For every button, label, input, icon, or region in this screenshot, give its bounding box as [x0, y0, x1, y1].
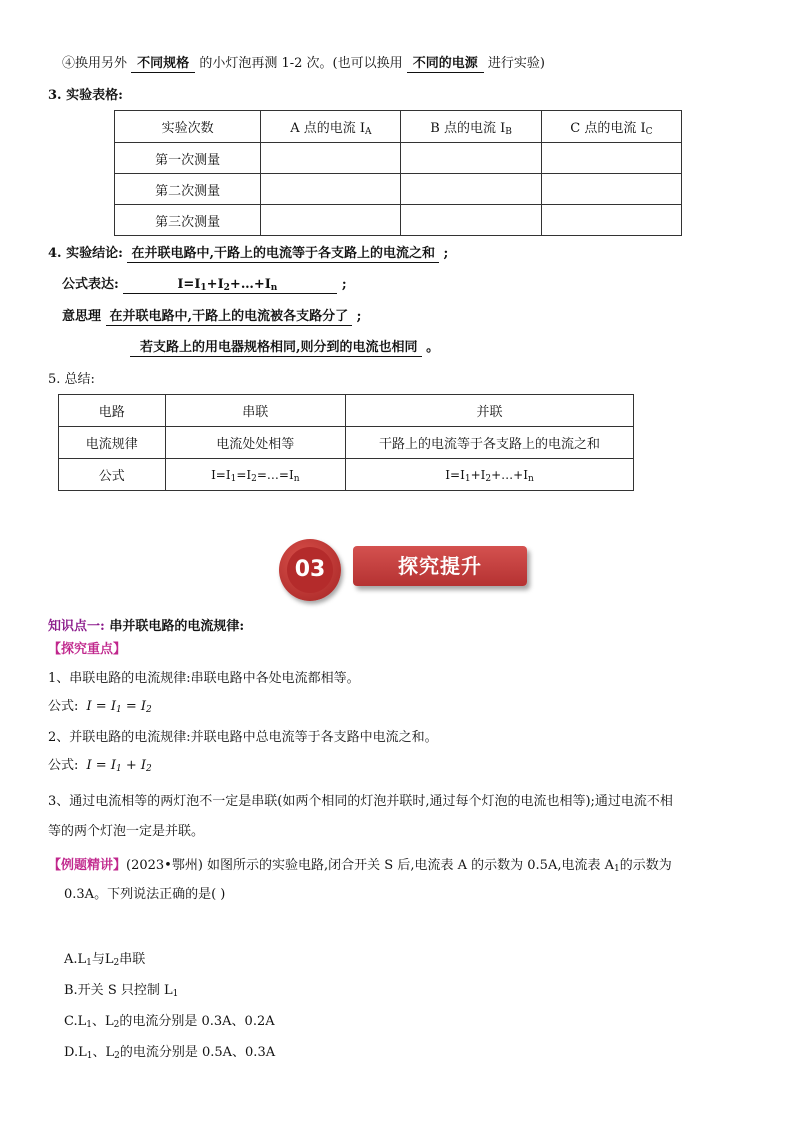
section-banner	[279, 537, 531, 603]
knowledge-item-3-line-1: 3、通过电流相等的两灯泡不一定是串联(如两个相同的灯泡并联时,通过每个灯泡的电流也相等);通过电流不相	[48, 794, 673, 809]
table-row	[115, 174, 682, 205]
summary-header-cell: 电路	[59, 395, 166, 427]
summary-cell: $I=I_1+I_2+\dots+I_n$	[346, 459, 634, 491]
row-label: 第三次测量	[115, 205, 261, 236]
row-label: 第二次测量	[115, 174, 261, 205]
example-tag: 【例题精讲】	[48, 858, 127, 873]
meaning-line-1: 意思理 在并联电路中,干路上的电流被各支路分了 ;	[62, 309, 362, 324]
focus-tag: 【探究重点】	[48, 642, 127, 657]
meaning-line-2: 若支路上的用电器规格相同,则分到的电流也相同 。	[130, 339, 439, 357]
banner-title-box	[353, 546, 527, 586]
section3-title: 3. 实验表格:	[48, 88, 123, 103]
example-text-1-tail: 的示数为	[619, 858, 672, 873]
summary-cell: 电流处处相等	[165, 427, 345, 459]
semicolon: ;	[443, 246, 449, 261]
knowledge-item-1: 1、串联电路的电流规律:串联电路中各处电流都相等。	[48, 671, 360, 686]
knowledge-point-title: 串并联电路的电流规律:	[109, 619, 245, 634]
knowledge-point-line	[48, 618, 244, 636]
formula-line-parallel	[48, 757, 152, 775]
meaning-blank-1: 在并联电路中,干路上的电流被各支路分了	[106, 308, 353, 326]
summary-cell: $I=I_1=I_2=\dots=I_n$	[165, 459, 345, 491]
summary-header-cell: 并联	[346, 395, 634, 427]
option-a[interactable]: $A.L_1$与$L_2$串联	[64, 952, 146, 968]
knowledge-point-label: 知识点一:	[48, 619, 105, 634]
formula-label: 公式:	[48, 758, 79, 773]
formula-line: 公式表达: $I=I_1+I_2+\dots+I_n$ ;	[62, 277, 347, 293]
intro-blank-2: 不同的电源	[407, 55, 484, 73]
parallel-formula: $I = I_1 + I_2$	[86, 758, 152, 774]
example-line-2: 0.3A。下列说法正确的是( )	[64, 887, 226, 902]
table-header-cell: C 点的电流 $I_C$	[541, 111, 681, 143]
intro-text-1: ④换用另外	[62, 56, 128, 71]
intro-blank-1: 不同规格	[131, 55, 195, 73]
section4-line	[48, 245, 448, 263]
banner-number: 03	[294, 557, 326, 582]
example-text-1: (2023•鄂州) 如图所示的实验电路,闭合开关 S 后,电流表 A 的示数为 0.5A,电流表 A	[126, 858, 614, 873]
series-formula: $I = I_1 = I_2$	[86, 699, 152, 715]
formula-label: 公式表达:	[62, 277, 119, 292]
option-b[interactable]: B.开关 S 只控制 $L_1$	[64, 983, 179, 999]
conclusion-blank: 在并联电路中,干路上的电流等于各支路上的电流之和	[127, 245, 439, 263]
formula-line-series	[48, 698, 152, 716]
banner-title: 探究提升	[398, 554, 482, 578]
table-header-cell: A 点的电流 $I_A$	[261, 111, 401, 143]
option-d[interactable]: $D.L_1$、$L_2$的电流分别是 0.5A、0.3A	[64, 1045, 276, 1061]
table-row	[115, 205, 682, 236]
summary-cell: 公式	[59, 459, 166, 491]
formula-label: 公式:	[48, 699, 79, 714]
summary-cell: 干路上的电流等于各支路上的电流之和	[346, 427, 634, 459]
summary-cell: 电流规律	[59, 427, 166, 459]
intro-line	[62, 55, 545, 73]
knowledge-item-3-line-2: 等的两个灯泡一定是并联。	[48, 824, 205, 839]
summary-table	[58, 394, 634, 491]
table-header-cell: 实验次数	[115, 111, 261, 143]
intro-text-3: 进行实验)	[487, 56, 545, 71]
section5-title: 5. 总结:	[48, 372, 95, 387]
formula-blank: $I=I_1+I_2+\dots+I_n$	[123, 276, 337, 294]
table-row	[115, 143, 682, 174]
intro-text-2: 的小灯泡再测 1-2 次。(也可以换用	[199, 56, 403, 71]
table-row	[59, 427, 634, 459]
example-line-1: 【例题精讲】(2023•鄂州) 如图所示的实验电路,闭合开关 S 后,电流表 A 的示数为 0.5A,电流表 $A_1$的示数为	[48, 858, 672, 874]
section4-title: 4. 实验结论:	[48, 246, 123, 261]
banner-number-inner	[287, 547, 333, 593]
table-row	[59, 459, 634, 491]
meaning-blank-2: 若支路上的用电器规格相同,则分到的电流也相同	[130, 339, 422, 357]
knowledge-item-2: 2、并联电路的电流规律:并联电路中总电流等于各支路中电流之和。	[48, 730, 438, 745]
row-label: 第一次测量	[115, 143, 261, 174]
table-header-cell: B 点的电流 $I_B$	[401, 111, 541, 143]
summary-header-cell: 串联	[165, 395, 345, 427]
meaning-label: 意思理	[62, 309, 102, 324]
experiment-table	[114, 110, 682, 236]
option-c[interactable]: $C.L_1$、$L_2$的电流分别是 0.3A、0.2A	[64, 1014, 275, 1030]
